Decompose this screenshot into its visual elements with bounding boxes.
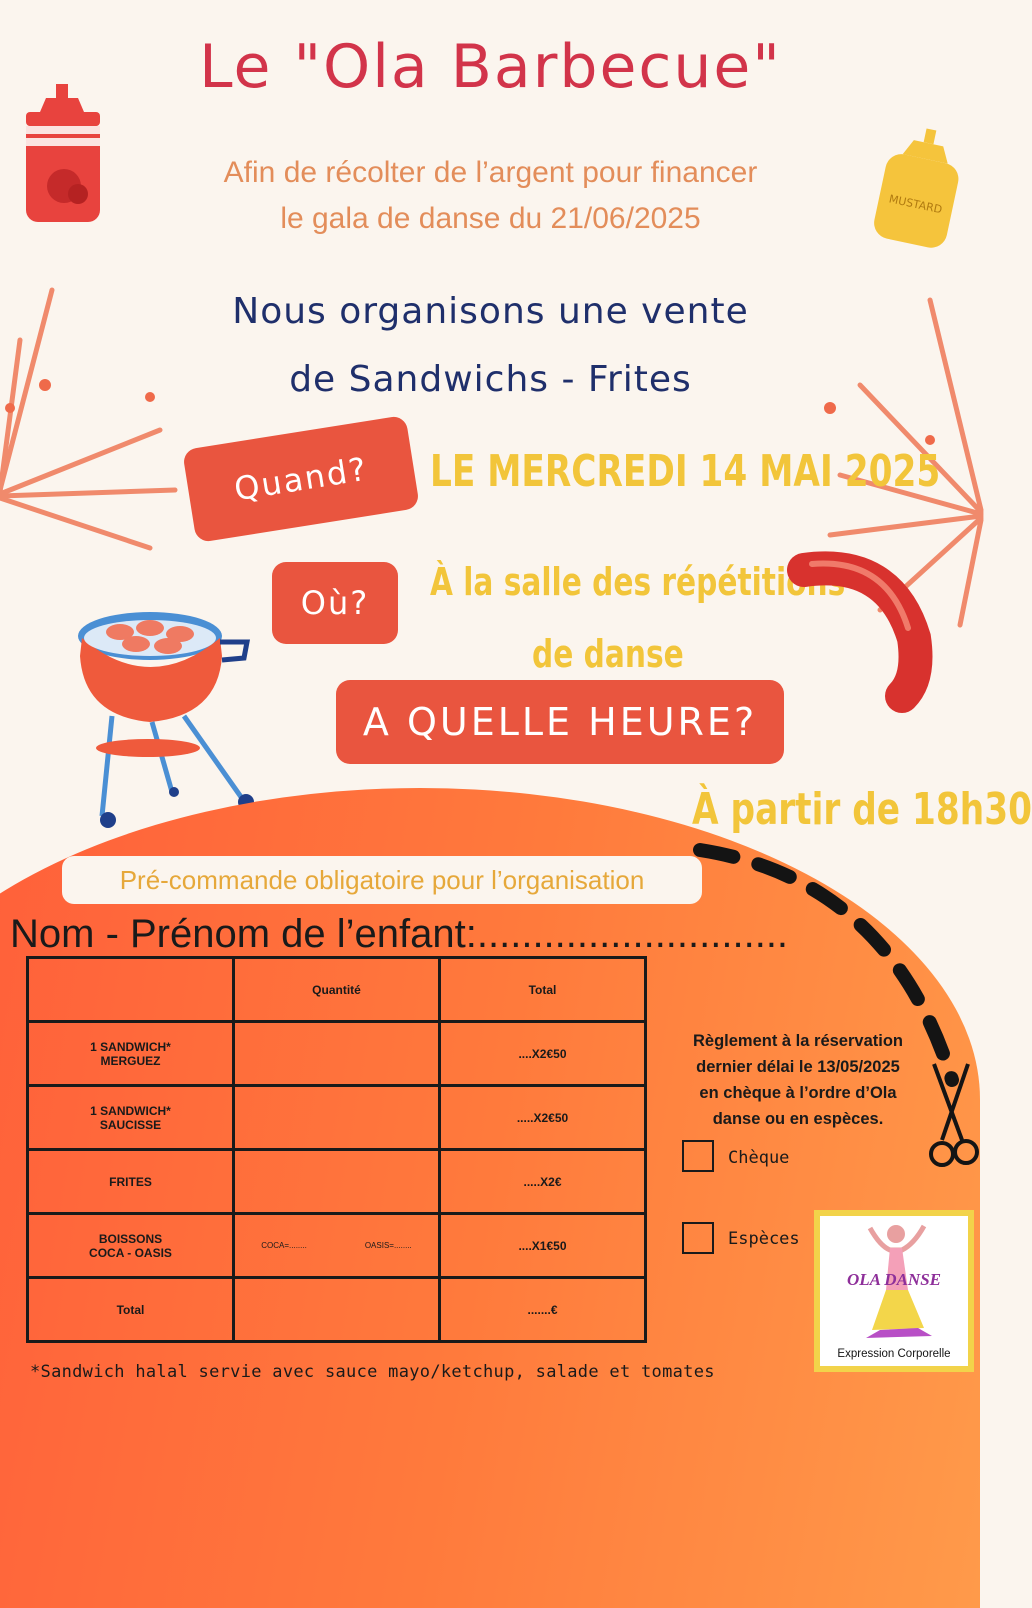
announce-line1: Nous organisons une vente: [232, 291, 749, 332]
payment-text: danse ou en espèces.: [712, 1110, 884, 1128]
time-label-pill: [336, 680, 784, 764]
where-label-pill: [272, 562, 398, 644]
where-value-line1: À la salle des répétitions: [430, 560, 846, 604]
quantity-cell[interactable]: [234, 1022, 440, 1086]
when-label-pill: [182, 415, 420, 543]
subtitle-line2: le gala de danse du 21/06/2025: [280, 202, 701, 235]
item-cell: [28, 1022, 234, 1086]
table-header-row: [28, 958, 646, 1022]
ola-danse-logo: [814, 1210, 974, 1372]
logo-tagline: Expression Corporelle: [837, 1348, 951, 1360]
table-row: [28, 1214, 646, 1278]
payment-text: Règlement à la réservation: [692, 1032, 903, 1050]
table-header-cell: Quantité: [234, 958, 440, 1022]
payment-text: dernier délai le 13/05/2025: [696, 1058, 900, 1076]
quantity-cell[interactable]: [234, 1150, 440, 1214]
table-row: [28, 1150, 646, 1214]
item-name: COCA - OASIS: [89, 1245, 172, 1260]
item-name: 1 SANDWICH*: [90, 1039, 171, 1054]
table-row: [28, 1278, 646, 1342]
especes-checkbox[interactable]: [682, 1222, 714, 1254]
item-name: MERGUEZ: [100, 1053, 161, 1068]
sausage-icon: [790, 548, 940, 708]
subtitle: [0, 150, 981, 242]
mustard-label: MUSTARD: [887, 192, 944, 217]
footnote: *Sandwich halal servie avec sauce mayo/ketchup, salade et tomates: [30, 1362, 715, 1382]
total-cell: .....X2€: [440, 1150, 646, 1214]
logo-name: OLA DANSE: [847, 1270, 941, 1289]
item-name: SAUCISSE: [99, 1117, 162, 1132]
cheque-checkbox[interactable]: [682, 1140, 714, 1172]
announcement: [0, 278, 981, 414]
oasis-quantity: OASIS=........: [364, 1241, 412, 1250]
time-value: À partir de 18h30: [692, 784, 1032, 835]
subtitle-line1: Afin de récolter de l’argent pour financer: [223, 156, 758, 189]
table-header-cell: Total: [440, 958, 646, 1022]
payment-instructions: [668, 1028, 928, 1132]
quantity-cell[interactable]: [234, 1086, 440, 1150]
where-label: Où?: [300, 584, 370, 622]
table-row: [28, 1086, 646, 1150]
especes-label: Espèces: [728, 1229, 800, 1249]
page-title: Le "Ola Barbecue": [199, 32, 782, 102]
item-name: 1 SANDWICH*: [90, 1103, 171, 1118]
scissors-icon: [928, 1060, 978, 1172]
precommande-banner: Pré-commande obligatoire pour l’organisation: [62, 856, 702, 904]
quantity-cell[interactable]: [234, 1278, 440, 1342]
time-label: A QUELLE HEURE?: [362, 700, 758, 744]
total-cell: ....X1€50: [440, 1214, 646, 1278]
table-header-cell: [28, 958, 234, 1022]
total-cell: ....X2€50: [440, 1022, 646, 1086]
coca-quantity: COCA=........: [261, 1241, 307, 1250]
table-row: [28, 1022, 646, 1086]
child-name-label: Nom - Prénom de l’enfant:............................: [10, 912, 789, 956]
item-cell: Total: [28, 1278, 234, 1342]
cheque-label: Chèque: [728, 1148, 790, 1168]
quantity-cell[interactable]: [234, 1214, 440, 1278]
item-cell: [28, 1150, 234, 1214]
item-name: FRITES: [109, 1174, 152, 1189]
item-cell: [28, 1086, 234, 1150]
total-cell: .......€: [440, 1278, 646, 1342]
when-value: LE MERCREDI 14 MAI 2025: [430, 446, 941, 497]
order-table: [26, 956, 647, 1343]
payment-text: en chèque à l’ordre d’Ola: [699, 1084, 897, 1102]
item-cell: [28, 1214, 234, 1278]
item-name: BOISSONS: [98, 1231, 163, 1246]
total-cell: .....X2€50: [440, 1086, 646, 1150]
where-value-line2: de danse: [532, 632, 684, 676]
when-label: Quand?: [231, 449, 371, 509]
announce-line2: de Sandwichs - Frites: [289, 359, 692, 400]
